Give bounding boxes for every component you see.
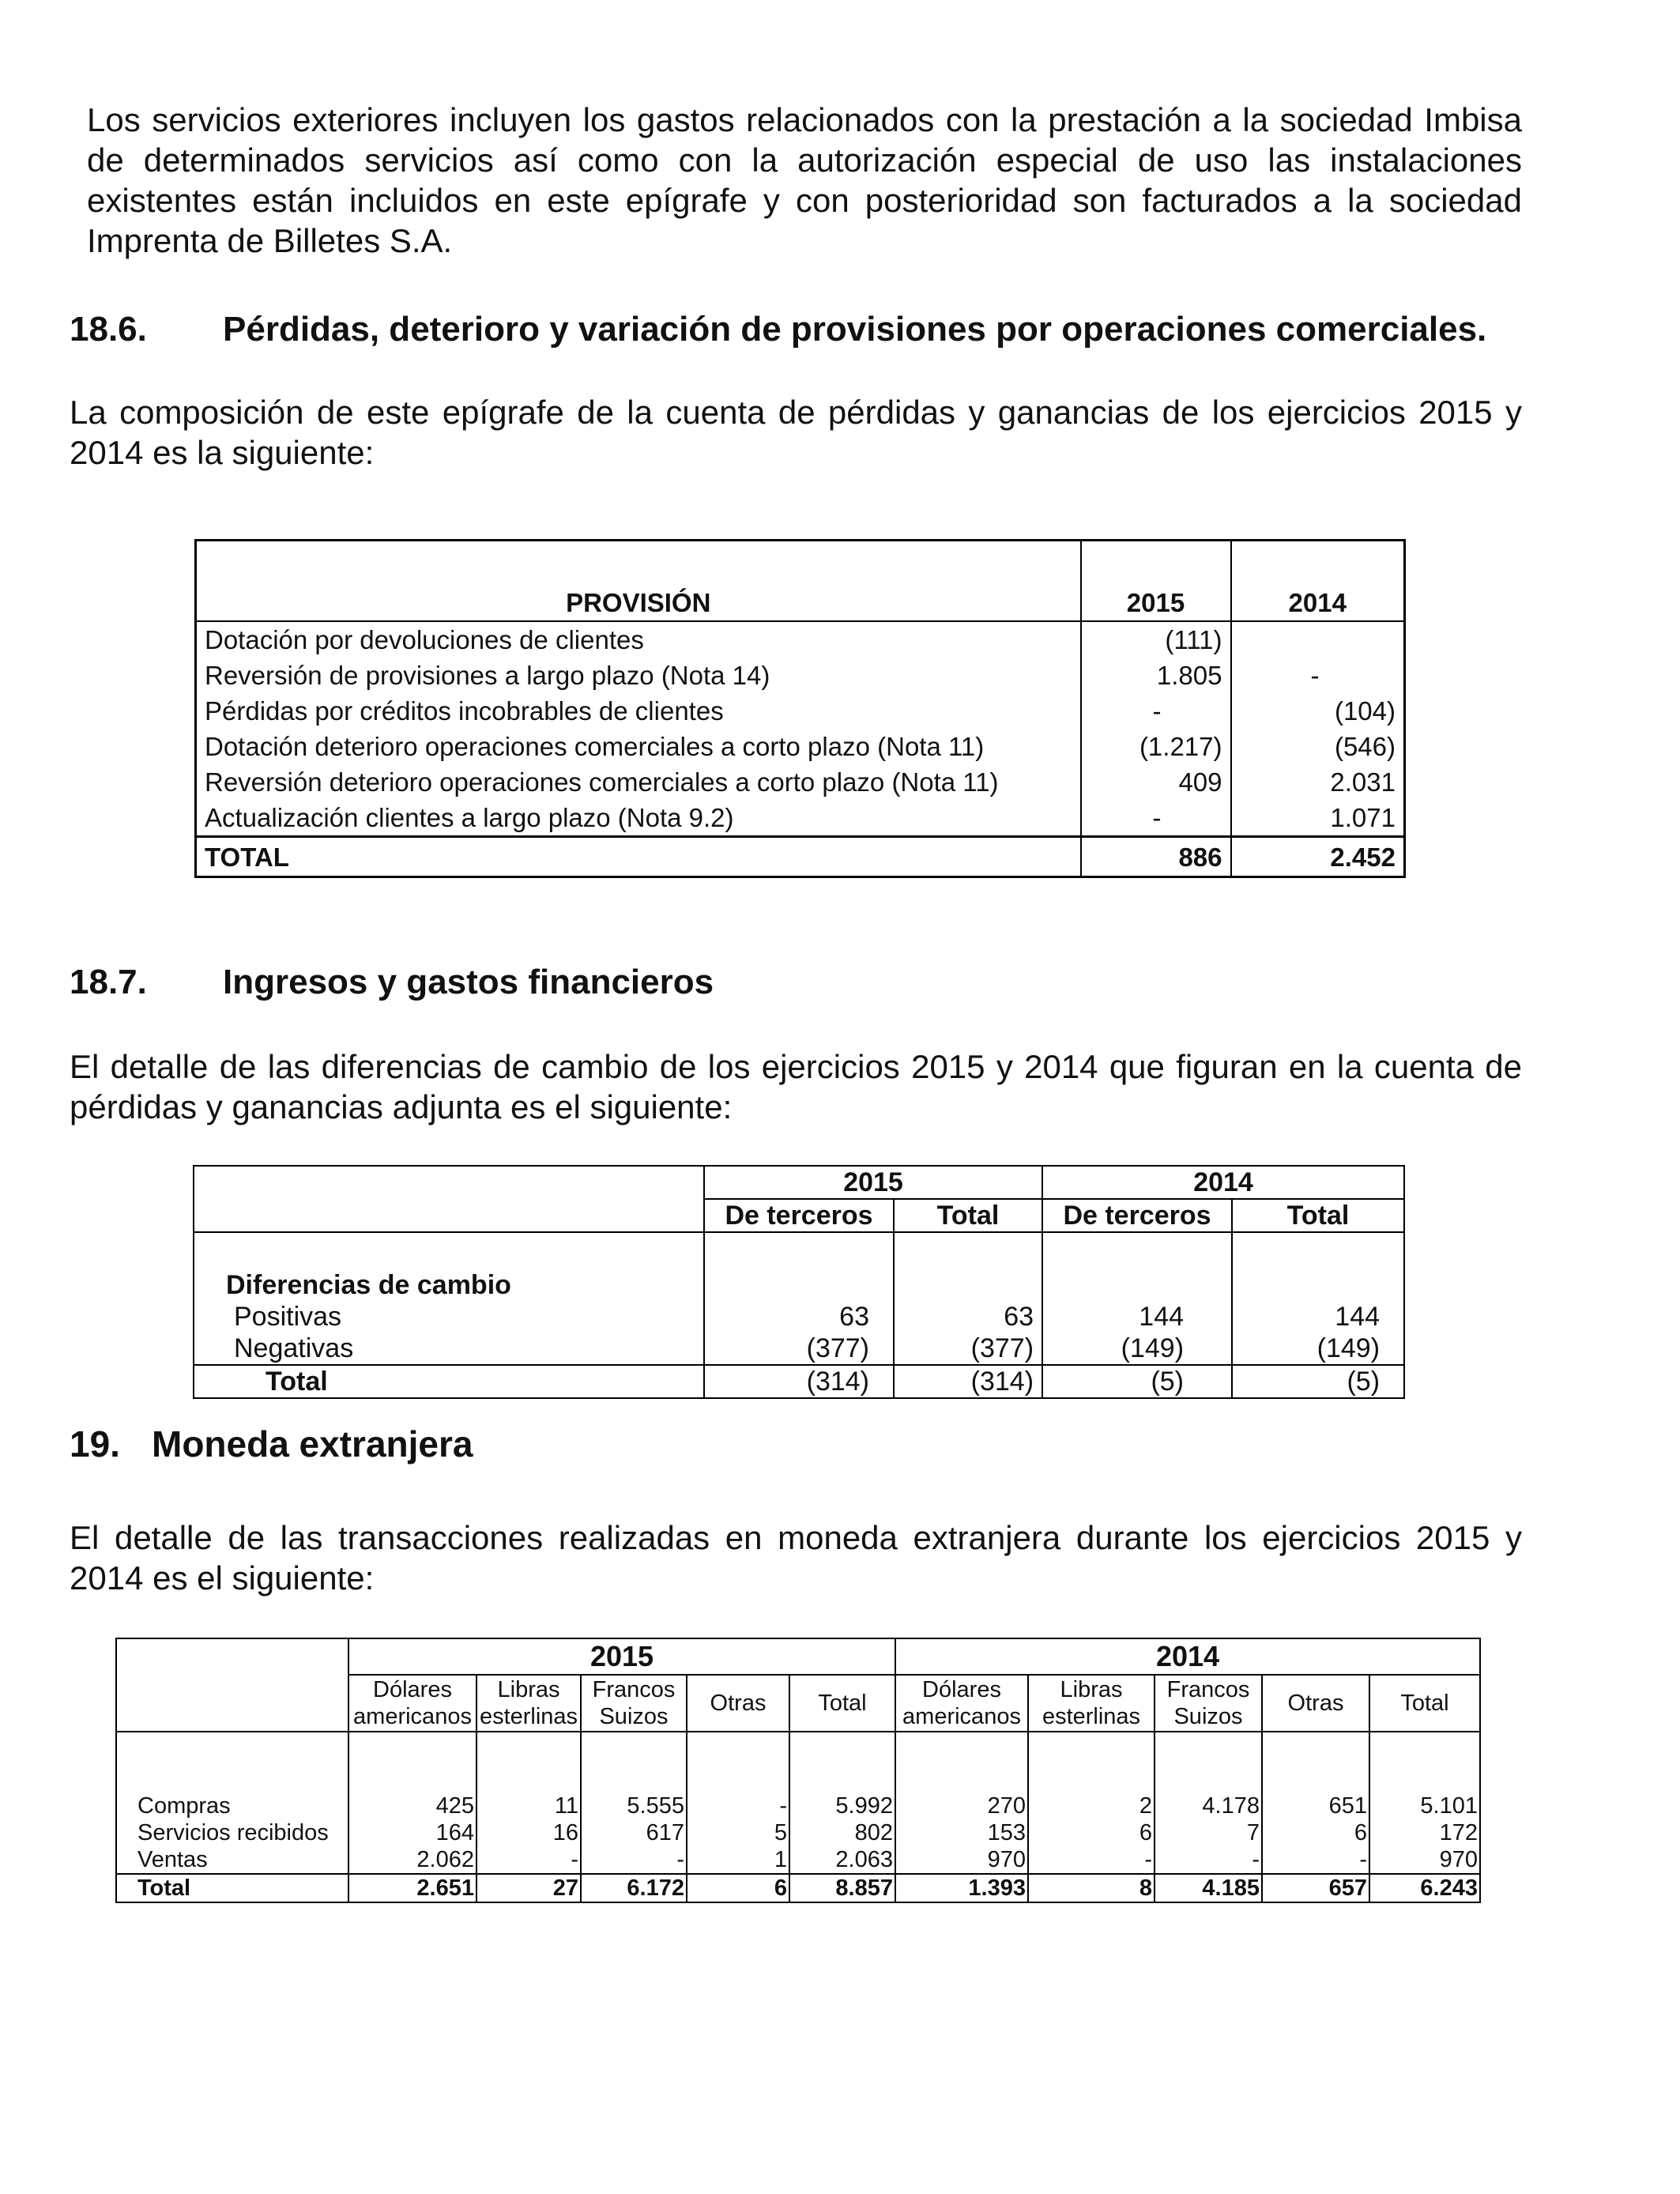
cell: 425 — [348, 1793, 477, 1819]
cell-2014: 1.071 — [1231, 800, 1405, 837]
cell: 144 — [1042, 1301, 1232, 1333]
cell-2015: (1.217) — [1081, 729, 1231, 764]
cell-2015: 1.805 — [1081, 658, 1231, 693]
column-header: Total — [894, 1199, 1042, 1232]
cell-2015: - — [1081, 800, 1231, 837]
column-header: 2015 — [1081, 541, 1231, 622]
total-cell: 8.857 — [789, 1874, 895, 1902]
row-label: Pérdidas por créditos incobrables de clientes — [196, 693, 1081, 729]
column-header: De terceros — [704, 1199, 894, 1232]
cell: 5 — [687, 1819, 789, 1846]
cell: 970 — [895, 1846, 1028, 1874]
total-label: Total — [194, 1365, 704, 1398]
section-title: Pérdidas, deterioro y variación de provisiones por operaciones comerciales. — [223, 310, 1487, 349]
table-total-row — [194, 1365, 1404, 1398]
table-row — [196, 658, 1405, 693]
table-total-row — [116, 1874, 1480, 1902]
cell: 970 — [1369, 1846, 1480, 1874]
section-number: 18.6. — [70, 310, 147, 349]
column-header: Total — [1232, 1199, 1404, 1232]
section-19-heading — [70, 1423, 473, 1465]
cell: 6 — [1028, 1819, 1155, 1846]
total-2015: 886 — [1081, 837, 1231, 877]
total-cell: 4.185 — [1155, 1874, 1262, 1902]
total-2014: 2.452 — [1231, 837, 1405, 877]
section-number: 19. — [70, 1423, 120, 1465]
section-18-7-paragraph: El detalle de las diferencias de cambio de los ejercicios 2015 y 2014 que figuran en la cuenta de pérdidas y ganancias adjunta es el siguiente: — [70, 1048, 1522, 1125]
group-label: Diferencias de cambio — [194, 1269, 704, 1301]
table-row — [194, 1333, 1404, 1365]
cell: 2 — [1028, 1793, 1155, 1819]
section-19-paragraph: El detalle de las transacciones realizadas en moneda extranjera durante los ejercicios 2015 y 2014 es el siguiente: — [70, 1519, 1522, 1596]
cell: (149) — [1042, 1333, 1232, 1365]
total-label: TOTAL — [196, 837, 1081, 877]
total-cell: (314) — [894, 1365, 1042, 1398]
row-label: Actualización clientes a largo plazo (Nota 9.2) — [196, 800, 1081, 837]
subheader-row — [194, 1199, 1404, 1232]
cell: 651 — [1262, 1793, 1369, 1819]
cell: - — [581, 1846, 687, 1874]
row-label: Servicios recibidos — [116, 1819, 348, 1846]
column-header: Total — [789, 1675, 895, 1732]
cell: (377) — [894, 1333, 1042, 1365]
table-row — [116, 1846, 1480, 1874]
column-header: Libras esterlinas — [477, 1675, 581, 1732]
spacer-row — [116, 1732, 1480, 1793]
column-header: PROVISIÓN — [196, 541, 1081, 622]
year-header-row — [116, 1638, 1480, 1675]
table-row — [196, 800, 1405, 837]
table-row — [116, 1793, 1480, 1819]
cell: 164 — [348, 1819, 477, 1846]
column-header: Otras — [1262, 1675, 1369, 1732]
group-label-row — [194, 1269, 1404, 1301]
cell: 617 — [581, 1819, 687, 1846]
cell: 5.101 — [1369, 1793, 1480, 1819]
total-cell: 6 — [687, 1874, 789, 1902]
row-label: Reversión deterioro operaciones comerciales a corto plazo (Nota 11) — [196, 764, 1081, 800]
cell: 802 — [789, 1819, 895, 1846]
cell: (149) — [1232, 1333, 1404, 1365]
total-cell: 657 — [1262, 1874, 1369, 1902]
cell: - — [477, 1846, 581, 1874]
year-header: 2015 — [348, 1638, 895, 1675]
cell-2014: (104) — [1231, 693, 1405, 729]
column-header: De terceros — [1042, 1199, 1232, 1232]
column-header: Francos Suizos — [581, 1675, 687, 1732]
cell-2015: - — [1081, 693, 1231, 729]
year-header: 2014 — [1042, 1166, 1404, 1199]
total-cell: 6.172 — [581, 1874, 687, 1902]
cell: 2.062 — [348, 1846, 477, 1874]
section-18-6-paragraph: La composición de este epígrafe de la cuenta de pérdidas y ganancias de los ejercicios 2015 y 2014 es la siguiente: — [70, 394, 1522, 471]
spacer-row — [194, 1232, 1404, 1269]
total-cell: 2.651 — [348, 1874, 477, 1902]
table-row — [194, 1301, 1404, 1333]
column-header: Total — [1369, 1675, 1480, 1732]
section-number: 18.7. — [70, 963, 147, 1001]
cell-2015: 409 — [1081, 764, 1231, 800]
year-header-row — [194, 1166, 1404, 1199]
cell: - — [1262, 1846, 1369, 1874]
total-cell: 27 — [477, 1874, 581, 1902]
cell: 63 — [704, 1301, 894, 1333]
cell: - — [1155, 1846, 1262, 1874]
column-header: 2014 — [1231, 541, 1405, 622]
row-label: Negativas — [194, 1333, 704, 1365]
table-row — [196, 764, 1405, 800]
cell-2015: (111) — [1081, 621, 1231, 658]
column-header: Otras — [687, 1675, 789, 1732]
row-label: Dotación deterioro operaciones comerciales a corto plazo (Nota 11) — [196, 729, 1081, 764]
total-cell: 6.243 — [1369, 1874, 1480, 1902]
cell: 16 — [477, 1819, 581, 1846]
section-title: Moneda extranjera — [152, 1423, 473, 1465]
provisions-table — [194, 539, 1406, 878]
table-header-row — [196, 541, 1405, 622]
total-cell: 1.393 — [895, 1874, 1028, 1902]
cell-2014: - — [1231, 658, 1405, 693]
cell-2014 — [1231, 621, 1405, 658]
table-row — [196, 621, 1405, 658]
cell: 270 — [895, 1793, 1028, 1819]
row-label: Ventas — [116, 1846, 348, 1874]
column-header: Dólares americanos — [895, 1675, 1028, 1732]
table-row — [196, 729, 1405, 764]
cell: 144 — [1232, 1301, 1404, 1333]
cell: 172 — [1369, 1819, 1480, 1846]
section-title: Ingresos y gastos financieros — [223, 963, 714, 1001]
empty-header-cell — [194, 1199, 704, 1232]
year-header: 2015 — [704, 1166, 1042, 1199]
row-label: Compras — [116, 1793, 348, 1819]
total-cell: (314) — [704, 1365, 894, 1398]
cell: 7 — [1155, 1819, 1262, 1846]
cell: 4.178 — [1155, 1793, 1262, 1819]
cell: 2.063 — [789, 1846, 895, 1874]
table-row — [116, 1819, 1480, 1846]
table-row — [196, 693, 1405, 729]
foreign-currency-table — [115, 1638, 1481, 1903]
table-total-row — [196, 837, 1405, 877]
row-label: Dotación por devoluciones de clientes — [196, 621, 1081, 658]
cell: 153 — [895, 1819, 1028, 1846]
section-18-6-heading — [70, 310, 1486, 349]
column-header: Francos Suizos — [1155, 1675, 1262, 1732]
cell: 1 — [687, 1846, 789, 1874]
cell: 5.992 — [789, 1793, 895, 1819]
subheader-row — [116, 1675, 1480, 1732]
column-header: Libras esterlinas — [1028, 1675, 1155, 1732]
cell-2014: (546) — [1231, 729, 1405, 764]
cell: 5.555 — [581, 1793, 687, 1819]
total-cell: (5) — [1232, 1365, 1404, 1398]
total-cell: (5) — [1042, 1365, 1232, 1398]
cell: (377) — [704, 1333, 894, 1365]
cell: 11 — [477, 1793, 581, 1819]
cell: - — [687, 1793, 789, 1819]
row-label: Positivas — [194, 1301, 704, 1333]
empty-header-cell — [194, 1166, 704, 1199]
cell: 63 — [894, 1301, 1042, 1333]
exchange-differences-table — [193, 1165, 1405, 1399]
cell: 6 — [1262, 1819, 1369, 1846]
column-header: Dólares americanos — [348, 1675, 477, 1732]
row-label: Reversión de provisiones a largo plazo (Nota 14) — [196, 658, 1081, 693]
cell: - — [1028, 1846, 1155, 1874]
total-cell: 8 — [1028, 1874, 1155, 1902]
section-18-7-heading — [70, 963, 714, 1002]
total-label: Total — [116, 1874, 348, 1902]
year-header: 2014 — [895, 1638, 1480, 1675]
intro-paragraph: Los servicios exteriores incluyen los gastos relacionados con la prestación a la sociedad Imbisa de determinados servicios así como con la autorización especial de uso las instalaciones existentes están incluidos en este epígrafe y con posterioridad son facturados a la sociedad Imprenta de Billetes S.A. — [87, 101, 1522, 259]
cell-2014: 2.031 — [1231, 764, 1405, 800]
